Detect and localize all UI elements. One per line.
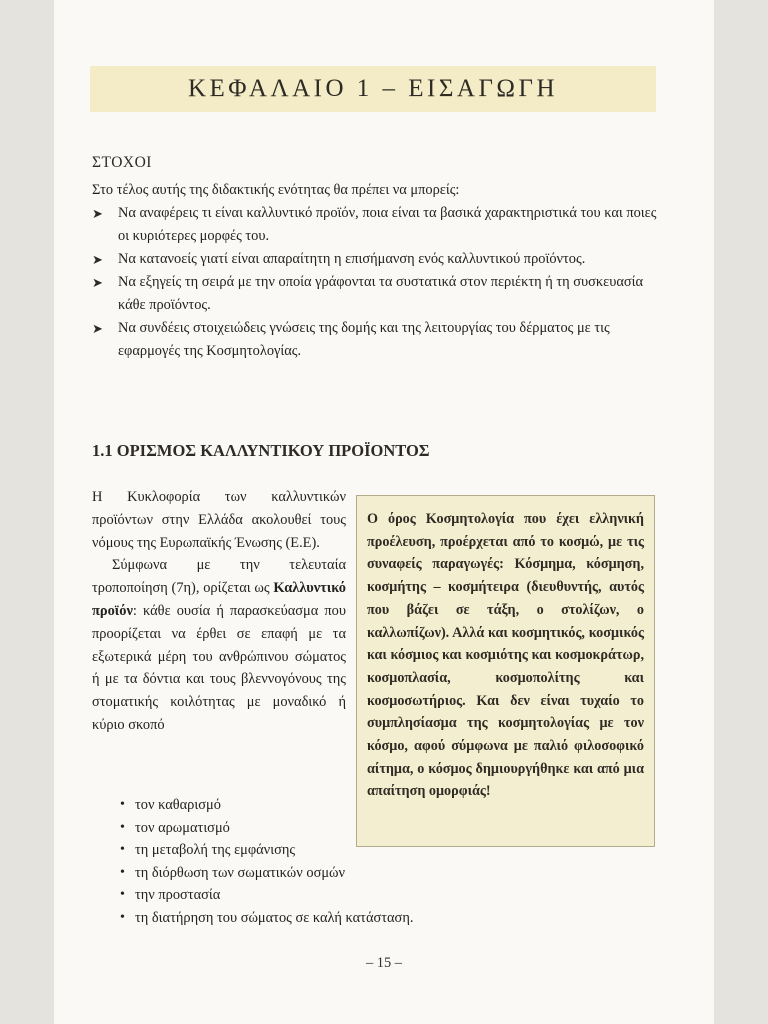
bullet-icon: •	[120, 887, 125, 903]
intro-paragraph: Η Κυκλοφορία των καλλυντικών προϊόντων στην Ελλάδα ακολουθεί τους νόμους της Ευρωπαϊκής Ένωσης (Ε.Ε).	[92, 489, 346, 551]
purpose-item	[120, 907, 413, 930]
purpose-text: τη μεταβολή της εμφάνισης	[135, 842, 296, 859]
objective-item	[92, 202, 658, 248]
objectives-intro: Στο τέλος αυτής της διδακτικής ενότητας θα πρέπει να μπορείς:	[92, 182, 460, 198]
objective-item	[92, 271, 658, 317]
defined-term: Καλλυντικό προϊόν	[92, 580, 346, 619]
objectives-heading: ΣΤΟΧΟΙ	[92, 154, 152, 171]
definition-lead: Σύμφωνα με την τελευταία τροποποίηση (7η), ορίζεται ως	[92, 557, 346, 597]
arrow-right-icon: ➤	[92, 275, 103, 290]
section-heading: 1.1 ΟΡΙΣΜΟΣ ΚΑΛΛΥΝΤΙΚΟΥ ΠΡΟΪΟΝΤΟΣ	[92, 441, 430, 460]
chapter-title: ΚΕΦΑΛΑΙΟ 1 – ΕΙΣΑΓΩΓΗ	[187, 75, 558, 102]
purpose-item	[120, 862, 413, 885]
purpose-text: τον καθαρισμό	[135, 797, 221, 813]
purpose-item	[120, 794, 413, 817]
objective-text: Να αναφέρεις τι είναι καλλυντικό προϊόν, ποια είναι τα βασικά χαρακτηριστικά του και ποιες οι κυριότερες μορφές του.	[118, 205, 657, 244]
objective-item	[92, 248, 658, 271]
bullet-icon: •	[120, 819, 125, 835]
bullet-icon: •	[120, 842, 125, 858]
objective-text: Να συνδέεις στοιχειώδεις γνώσεις της δομής και της λειτουργίας του δέρματος με τις εφαρμογές της Κοσμητολογίας.	[118, 320, 610, 359]
objectives-section	[92, 154, 658, 363]
purpose-item	[120, 839, 413, 862]
purpose-text: τη διόρθωση των σωματικών οσμών	[135, 864, 346, 881]
purpose-text: τον αρωματισμό	[135, 819, 230, 836]
bullet-icon: •	[120, 864, 125, 880]
objective-text: Να κατανοείς γιατί είναι απαραίτητη η επισήμανση ενός καλλυντικού προϊόντος.	[118, 251, 586, 267]
arrow-right-icon: ➤	[92, 252, 103, 267]
bullet-icon: •	[120, 797, 125, 812]
purpose-item	[120, 817, 413, 840]
purpose-text: την προστασία	[135, 887, 221, 904]
arrow-right-icon: ➤	[92, 206, 103, 221]
objectives-list	[92, 202, 658, 363]
purpose-list	[120, 794, 413, 930]
bullet-icon: •	[120, 909, 125, 925]
page-number: – 15 –	[366, 955, 402, 971]
etymology-text: Ο όρος Κοσμητολογία που έχει ελληνική προέλευση, προέρχεται από το κοσμώ, με τις συναφείς παραγωγές: Κόσμημα, κόσμηση, κοσμήτης – κοσμήτειρα (διευθυντής, αυτός που βάζει σε τάξη, ο στολίζων, ο καλλωπίζων). Αλλά και κοσμητικός, κοσμικός και κόσμιος και κοσμιότης και κοσμοκράτωρ, κοσμοπλασία, κοσμοπολίτης και κοσμοσωτήριος. Και δεν είναι τυχαίο το συμπλησίασμα της κοσμητολογίας με τον κόσμο, αφού σύμφωνα με παλιό φιλοσοφικό αίτημα, ο κόσμος δημιουργήθηκε και από μια απαίτηση ομορφιάς!	[367, 511, 644, 800]
chapter-banner	[90, 66, 656, 112]
objective-item	[92, 317, 658, 363]
definition-paragraph	[92, 554, 346, 736]
purpose-text: τη διατήρηση του σώματος σε καλή κατάσταση.	[135, 909, 414, 926]
definition-column	[92, 486, 346, 737]
definition-text: : κάθε ουσία ή παρασκεύασμα που προορίζεται να έρθει σε επαφή με τα εξωτερικά μέρη του ανθρώπινου σώματος ή με τα δόντια και τους βλεννογόνους της στοματικής κοιλότητας με μοναδικό ή κύριο σκοπό	[92, 602, 346, 733]
objective-text: Να εξηγείς τη σειρά με την οποία γράφονται τα συστατικά στον περιέκτη ή τη συσκευασία κάθε προϊόντος.	[118, 274, 644, 313]
book-page	[54, 0, 714, 1024]
arrow-right-icon: ➤	[92, 321, 103, 336]
purpose-item	[120, 884, 413, 907]
